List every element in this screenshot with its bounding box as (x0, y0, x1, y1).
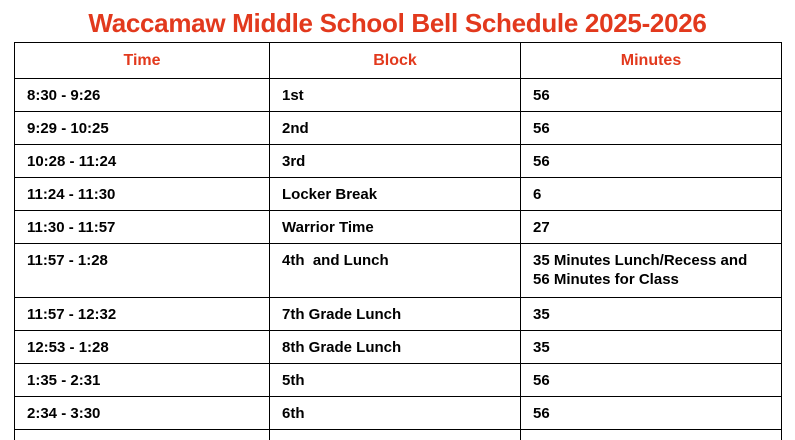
table-row (15, 244, 782, 298)
block-cell: 5th (270, 364, 521, 397)
col-header-minutes: Minutes (521, 43, 782, 79)
time-cell: 12:53 - 1:28 (15, 331, 270, 364)
time-cell: 9:29 - 10:25 (15, 112, 270, 145)
table-row (15, 112, 782, 145)
table-row (15, 397, 782, 430)
time-cell: 8:30 - 9:26 (15, 79, 270, 112)
table-row (15, 178, 782, 211)
bell-schedule-table (14, 42, 782, 440)
block-cell: 1st (270, 79, 521, 112)
table-row (15, 145, 782, 178)
minutes-cell: 35 (521, 331, 782, 364)
block-cell: 2nd (270, 112, 521, 145)
time-cell: 11:24 - 11:30 (15, 178, 270, 211)
minutes-cell: 35 Minutes Lunch/Recess and 56 Minutes for Class (521, 244, 782, 298)
table-row (15, 79, 782, 112)
time-cell: 11:57 - 12:32 (15, 298, 270, 331)
table-row (15, 211, 782, 244)
table-row (15, 298, 782, 331)
time-cell: 11:30 - 11:57 (15, 211, 270, 244)
minutes-cell: 27 (521, 211, 782, 244)
time-cell: 10:28 - 11:24 (15, 145, 270, 178)
block-cell: 4th and Lunch (270, 244, 521, 298)
table-row (15, 364, 782, 397)
page-title: Waccamaw Middle School Bell Schedule 2025-2026 (88, 8, 707, 38)
time-cell (15, 430, 270, 440)
minutes-cell: 56 (521, 112, 782, 145)
block-cell: Warrior Time (270, 211, 521, 244)
time-cell: 2:34 - 3:30 (15, 397, 270, 430)
minutes-cell: 6 (521, 178, 782, 211)
minutes-cell: 56 (521, 79, 782, 112)
minutes-cell: 56 (521, 364, 782, 397)
time-cell: 1:35 - 2:31 (15, 364, 270, 397)
block-cell (270, 430, 521, 440)
minutes-cell (521, 430, 782, 440)
minutes-cell: 56 (521, 397, 782, 430)
block-cell: 6th (270, 397, 521, 430)
block-cell: 8th Grade Lunch (270, 331, 521, 364)
minutes-cell: 35 (521, 298, 782, 331)
block-cell: 7th Grade Lunch (270, 298, 521, 331)
table-row (15, 331, 782, 364)
table-header-row (15, 43, 782, 79)
time-cell: 11:57 - 1:28 (15, 244, 270, 298)
table-row-partial (15, 430, 782, 440)
minutes-cell: 56 (521, 145, 782, 178)
col-header-block: Block (270, 43, 521, 79)
col-header-time: Time (15, 43, 270, 79)
block-cell: Locker Break (270, 178, 521, 211)
block-cell: 3rd (270, 145, 521, 178)
